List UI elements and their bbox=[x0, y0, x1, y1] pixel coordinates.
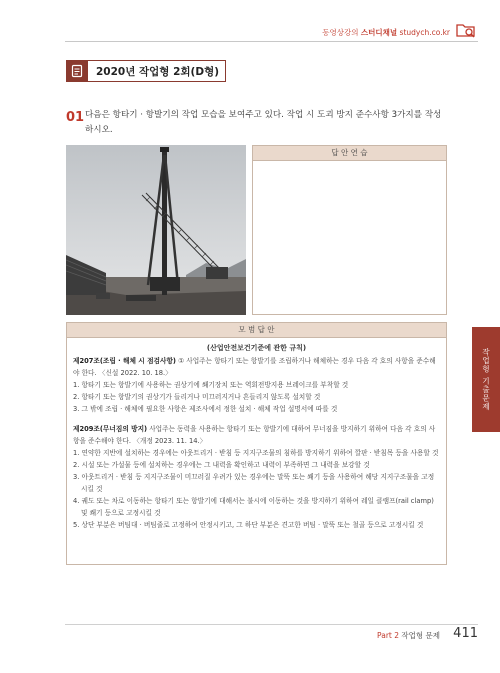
header-brand-prefix: 동영상강의 bbox=[322, 28, 359, 37]
article-207 bbox=[73, 355, 440, 379]
header-divider bbox=[65, 41, 478, 42]
article-207-item: 2. 항타기 또는 항발기의 권상기가 들리거나 미끄러지거나 흔들리지 않도록 설치할 것 bbox=[73, 393, 321, 401]
folder-search-icon bbox=[456, 22, 476, 38]
answer-practice-header: 답 안 연 습 bbox=[253, 146, 446, 161]
footer-part-title: 작업형 문제 bbox=[401, 631, 440, 640]
model-answer-header: 모 범 답 안 bbox=[67, 323, 446, 338]
article-209 bbox=[73, 423, 440, 447]
header-url[interactable]: studych.co.kr bbox=[399, 28, 450, 37]
article-209-item: 4. 궤도 또는 차로 이동하는 항타기 또는 항발기에 대해서는 불시에 이동하는 것을 방지하기 위하여 레일 클램프(rail clamp) 및 쐐기 등으로 고정시킬 것 bbox=[73, 497, 434, 517]
footer-part bbox=[377, 630, 440, 641]
article-209-body: 사업주는 동력을 사용하는 항타기 또는 항발기에 대하여 무너짐을 방지하기 위하여 다음 각 호의 사항을 준수해야 한다. 〈개정 2023. 11. 14.〉 bbox=[73, 425, 436, 445]
model-answer-subtitle: (산업안전보건기준에 관한 규칙) bbox=[206, 344, 307, 352]
side-chapter-tab bbox=[472, 327, 500, 432]
side-chapter-label: 작업형 기출문제 bbox=[481, 348, 491, 411]
article-209-item: 5. 상단 부분은 버팀대 · 버팀줄로 고정하여 안정시키고, 그 하단 부분은 견고한 버팀 · 말뚝 또는 철골 등으로 고정시킬 것 bbox=[73, 521, 424, 529]
section-title: 2020년 작업형 2회(D형) bbox=[96, 65, 220, 78]
model-answer-box bbox=[66, 322, 447, 565]
header-brand-name: 스터디채널 bbox=[360, 28, 398, 37]
section-title-box bbox=[66, 60, 226, 82]
article-207-item: 3. 그 밖에 조립 · 해체에 필요한 사항은 제조사에서 정한 설치 · 해체 작업 설명서에 따를 것 bbox=[73, 405, 338, 413]
model-answer-body bbox=[67, 338, 446, 531]
article-209-item: 2. 시설 또는 가설물 등에 설치하는 경우에는 그 내력을 확인하고 내력이 부족하면 그 내력을 보강할 것 bbox=[73, 461, 370, 469]
question-number: 01 bbox=[66, 110, 85, 125]
question-text: 다음은 항타기 · 항발기의 작업 모습을 보여주고 있다. 작업 시 도괴 방지 준수사항 3가지를 작성하시오. bbox=[85, 110, 442, 135]
page-number: 411 bbox=[453, 626, 478, 641]
document-icon bbox=[66, 60, 88, 82]
article-209-item: 1. 연약한 지반에 설치하는 경우에는 아웃트리거 · 받침 등 지지구조물의 침하를 방지하기 위하여 깔판 · 받침목 등을 사용할 것 bbox=[73, 449, 439, 457]
header-branding bbox=[322, 27, 450, 38]
pile-driver-photo bbox=[66, 145, 246, 315]
article-207-title: 제207조(조립 · 해체 시 점검사항) bbox=[73, 357, 176, 365]
article-209-item: 3. 아웃트리거 · 받침 등 지지구조물이 미끄러질 우려가 있는 경우에는 말뚝 또는 쐐기 등을 사용하여 해당 지지구조물을 고정시킬 것 bbox=[73, 473, 435, 493]
article-207-item: 1. 항타기 또는 항발기에 사용하는 권상기에 쐐기장치 또는 역회전방지용 브레이크를 부착할 것 bbox=[73, 381, 349, 389]
article-207-body: ① 사업주는 항타기 또는 항발기를 조립하거나 해체하는 경우 다음 각 호의 사항을 준수해야 한다. 〈신설 2022. 10. 18.〉 bbox=[73, 357, 436, 377]
footer-part-label: Part 2 bbox=[377, 631, 399, 640]
footer-divider bbox=[65, 624, 478, 625]
answer-practice-box bbox=[252, 145, 447, 315]
article-209-title: 제209조(무너짐의 방지) bbox=[73, 425, 148, 433]
